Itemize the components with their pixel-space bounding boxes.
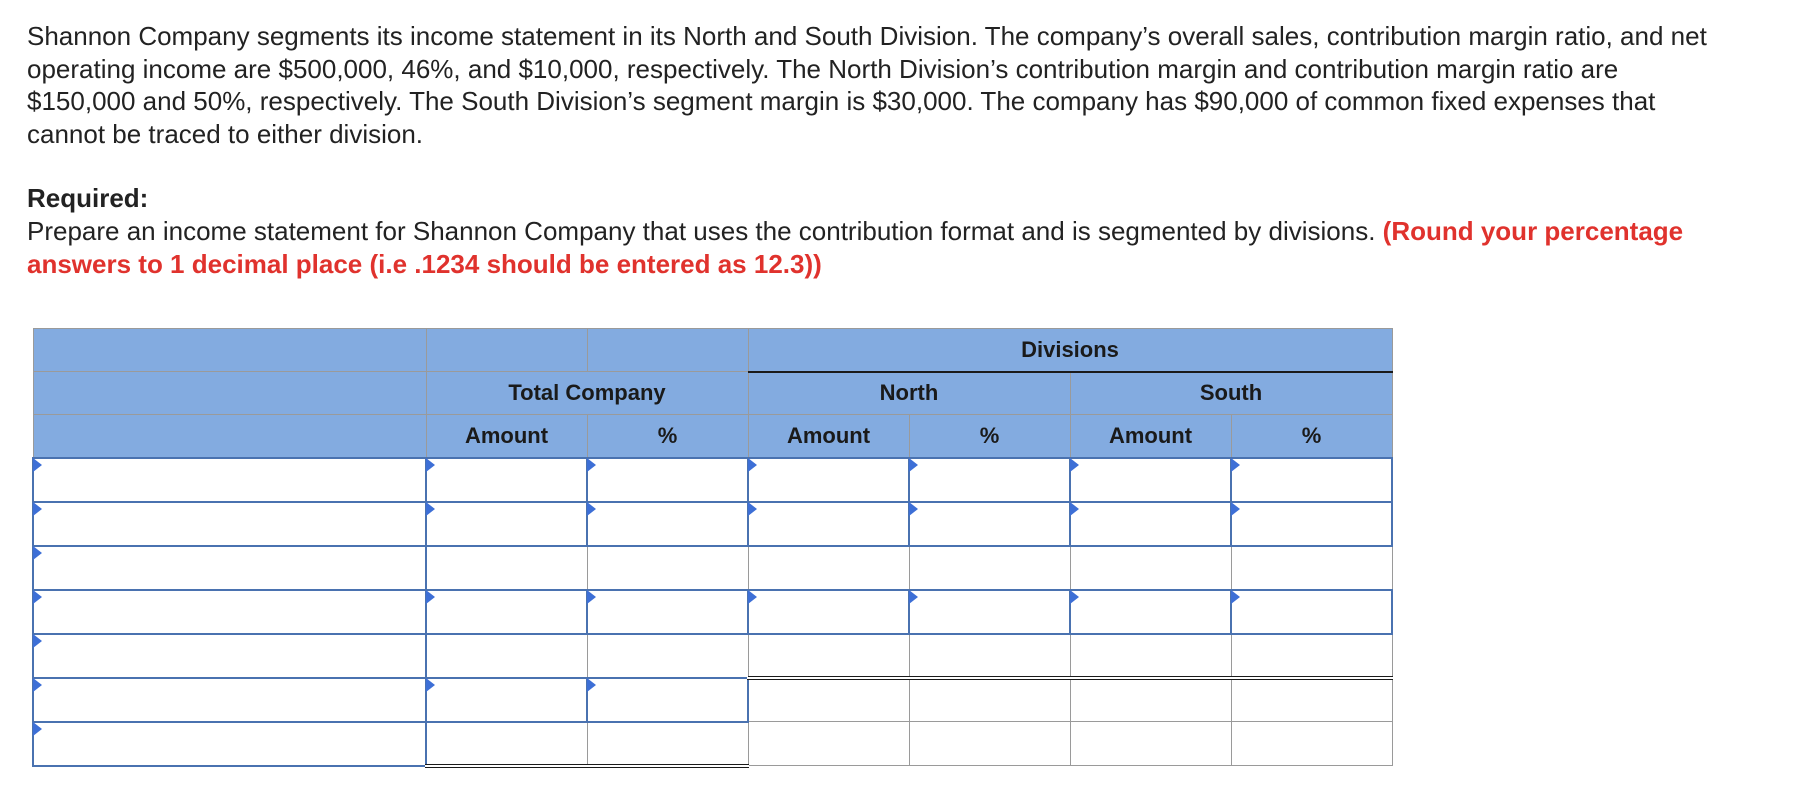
south-percent-input[interactable]	[1231, 590, 1392, 634]
total-company-header: Total Company	[426, 372, 748, 415]
total-amount-cell	[426, 634, 587, 678]
south-percent-cell	[1231, 634, 1392, 678]
header-blank	[587, 329, 748, 372]
total-percent-input[interactable]	[587, 458, 748, 502]
total-amount-input[interactable]	[426, 458, 587, 502]
total-amount-cell	[426, 546, 587, 590]
table-row	[33, 546, 1392, 590]
header-row-divisions	[33, 329, 1392, 372]
total-percent-input[interactable]	[587, 502, 748, 546]
north-percent-input[interactable]	[909, 590, 1070, 634]
south-amount-cell	[1070, 546, 1231, 590]
south-percent-input[interactable]	[1231, 458, 1392, 502]
col-header-total-percent: %	[587, 415, 748, 458]
header-blank	[33, 329, 426, 372]
row-label-input[interactable]	[33, 634, 426, 678]
north-header: North	[748, 372, 1070, 415]
north-percent-cell	[909, 722, 1070, 766]
row-label-input[interactable]	[33, 546, 426, 590]
south-amount-input[interactable]	[1070, 502, 1231, 546]
col-header-south-amount: Amount	[1070, 415, 1231, 458]
south-amount-input[interactable]	[1070, 458, 1231, 502]
row-label-input[interactable]	[33, 502, 426, 546]
north-percent-input[interactable]	[909, 502, 1070, 546]
col-header-south-percent: %	[1231, 415, 1392, 458]
north-percent-cell	[909, 678, 1070, 722]
total-percent-cell	[587, 546, 748, 590]
south-amount-input[interactable]	[1070, 590, 1231, 634]
col-header-total-amount: Amount	[426, 415, 587, 458]
south-percent-cell	[1231, 678, 1392, 722]
problem-paragraph: Shannon Company segments its income statement in its North and South Division. The company’s overall sales, contribution margin ratio, and net operating income are $500,000, 46%, and $10,000, respectively. The North Division’s contribution margin and contribution margin ratio are $150,000 and 50%, respectively. The South Division’s segment margin is $30,000. The company has $90,000 of common fixed expenses that cannot be traced to either division.	[27, 21, 1707, 149]
south-percent-cell	[1231, 722, 1392, 766]
total-amount-input[interactable]	[426, 678, 587, 722]
south-percent-cell	[1231, 546, 1392, 590]
north-amount-input[interactable]	[748, 458, 909, 502]
header-blank	[33, 372, 426, 415]
row-label-input[interactable]	[33, 678, 426, 722]
north-percent-cell	[909, 634, 1070, 678]
table-row	[33, 502, 1392, 546]
header-row-columns	[33, 415, 1392, 458]
header-blank	[33, 415, 426, 458]
row-label-input[interactable]	[33, 458, 426, 502]
north-percent-cell	[909, 546, 1070, 590]
total-percent-cell	[587, 722, 748, 766]
total-percent-cell	[587, 634, 748, 678]
required-text-block	[27, 215, 1727, 281]
north-amount-cell	[748, 634, 909, 678]
col-header-north-percent: %	[909, 415, 1070, 458]
income-statement-table	[32, 328, 1393, 768]
north-amount-cell	[748, 678, 909, 722]
table-row	[33, 458, 1392, 502]
north-amount-input[interactable]	[748, 590, 909, 634]
total-percent-input[interactable]	[587, 590, 748, 634]
col-header-north-amount: Amount	[748, 415, 909, 458]
south-percent-input[interactable]	[1231, 502, 1392, 546]
table-row	[33, 722, 1392, 766]
table-row	[33, 590, 1392, 634]
header-row-segments	[33, 372, 1392, 415]
south-amount-cell	[1070, 634, 1231, 678]
total-amount-input[interactable]	[426, 590, 587, 634]
row-label-input[interactable]	[33, 722, 426, 766]
required-heading: Required:	[27, 183, 149, 213]
total-percent-input[interactable]	[587, 678, 748, 722]
north-percent-input[interactable]	[909, 458, 1070, 502]
header-blank	[426, 329, 587, 372]
south-amount-cell	[1070, 678, 1231, 722]
total-amount-cell	[426, 722, 587, 766]
north-amount-cell	[748, 546, 909, 590]
north-amount-input[interactable]	[748, 502, 909, 546]
total-amount-input[interactable]	[426, 502, 587, 546]
table-row	[33, 634, 1392, 678]
table-row	[33, 678, 1392, 722]
rounding-note: (Round your percentage answers to 1 decimal place (i.e .1234 should be entered as 12.3))	[27, 216, 1684, 279]
row-label-input[interactable]	[33, 590, 426, 634]
divisions-header: Divisions	[748, 329, 1392, 372]
north-amount-cell	[748, 722, 909, 766]
south-amount-cell	[1070, 722, 1231, 766]
south-header: South	[1070, 372, 1392, 415]
required-instructions: Prepare an income statement for Shannon Company that uses the contribution format and is segmented by divisions.	[27, 216, 1383, 246]
